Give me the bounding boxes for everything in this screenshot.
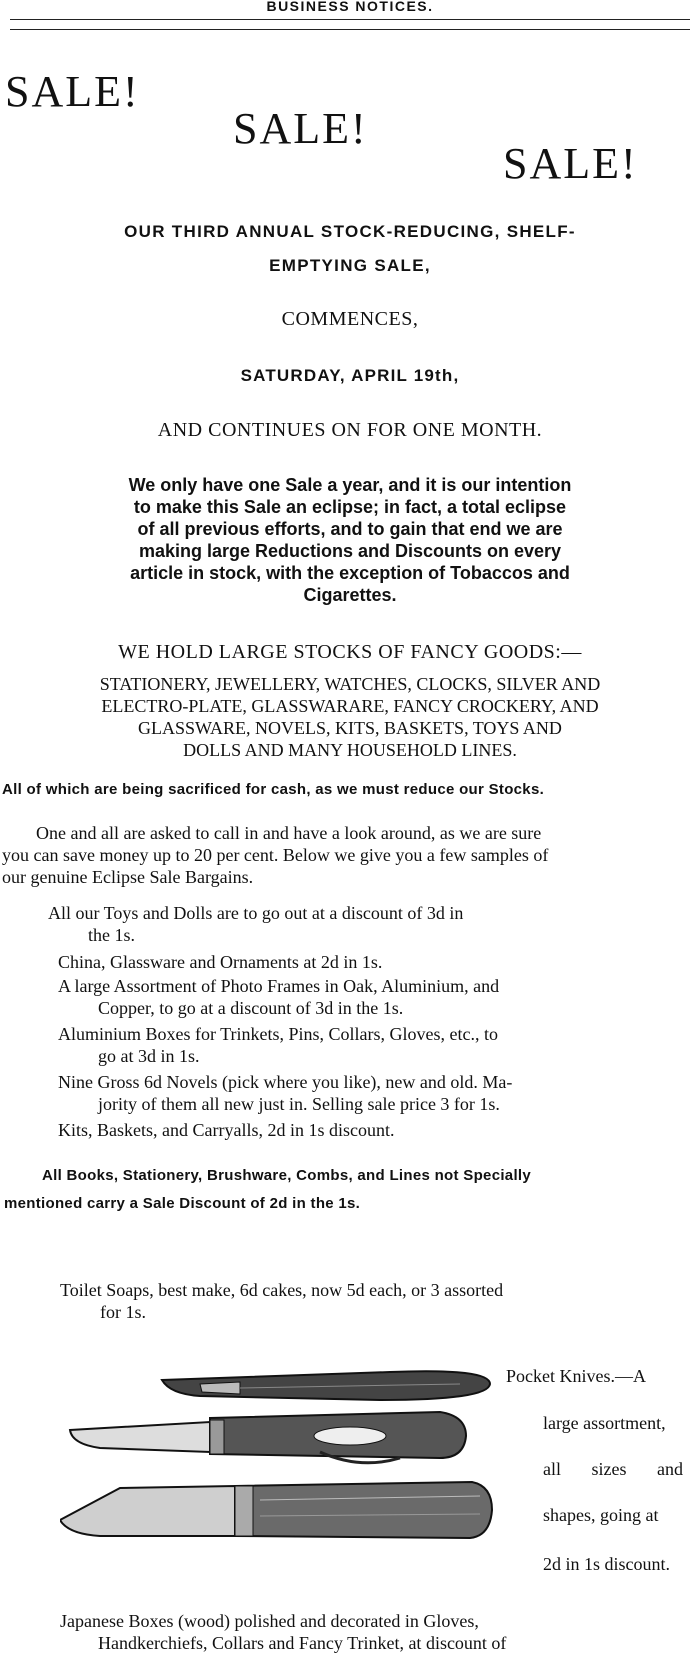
japanese-line: Japanese Boxes (wood) polished and decorated in Gloves, — [60, 1611, 479, 1631]
knives-line: all sizes and — [543, 1459, 683, 1479]
intro-line: to make this Sale an eclipse; in fact, a total eclipse — [133, 497, 567, 517]
bargain-rest-line: Copper, to go at a discount of 3d in the 1s. — [98, 998, 404, 1018]
headline-line-1: OUR THIRD ANNUAL STOCK-REDUCING, SHELF- — [124, 222, 576, 241]
bargain-first-line: Nine Gross 6d Novels (pick where you like), new and old. Ma- — [58, 1072, 513, 1092]
bargain-item — [48, 902, 648, 946]
knife-2-icon — [70, 1412, 466, 1463]
sale-date: SATURDAY, APRIL 19th, — [240, 366, 460, 385]
bargain-item — [58, 1023, 658, 1067]
bargain-first-line: Kits, Baskets, and Carryalls, 2d in 1s discount. — [58, 1120, 395, 1140]
soaps-rest-line: for 1s. — [100, 1302, 146, 1322]
header-rule-top — [10, 19, 690, 20]
bargain-first-line: A large Assortment of Photo Frames in Oak, Aluminium, and — [58, 976, 500, 996]
books-notice-line: mentioned carry a Sale Discount of 2d in the 1s. — [4, 1195, 361, 1212]
bargain-first-line: China, Glassware and Ornaments at 2d in 1s. — [58, 952, 383, 972]
bargain-rest-line: the 1s. — [88, 925, 135, 945]
fancy-goods-heading: WE HOLD LARGE STOCKS OF FANCY GOODS:— — [118, 641, 582, 663]
bargain-rest-line: jority of them all new just in. Selling sale price 3 for 1s. — [98, 1094, 500, 1114]
japanese-boxes — [60, 1610, 680, 1654]
bargain-item — [58, 975, 658, 1019]
knives-line: 2d in 1s discount. — [543, 1554, 671, 1574]
intro-line: of all previous efforts, and to gain that end we are — [137, 519, 563, 539]
bargain-first-line: All our Toys and Dolls are to go out at a discount of 3d in — [48, 903, 464, 923]
continues-text: AND CONTINUES ON FOR ONE MONTH. — [157, 419, 543, 441]
call-in-line: our genuine Eclipse Sale Bargains. — [2, 867, 254, 887]
bargain-item — [58, 1119, 658, 1141]
japanese-line: Handkerchiefs, Collars and Fancy Trinket, at discount of — [98, 1633, 507, 1653]
fancy-goods-line: ELECTRO-PLATE, GLASSWARARE, FANCY CROCKERY, AND — [101, 696, 599, 716]
knife-3-icon — [60, 1482, 492, 1538]
fancy-goods-line: STATIONERY, JEWELLERY, WATCHES, CLOCKS, SILVER AND — [99, 674, 601, 694]
bargain-item — [58, 1071, 658, 1115]
call-in-paragraph — [2, 822, 698, 888]
intro-line: making large Reductions and Discounts on every — [138, 541, 562, 561]
knives-line: Pocket Knives.—A — [506, 1366, 646, 1386]
sale-word-3: SALE! — [503, 139, 638, 188]
headline-line-2: EMPTYING SALE, — [269, 256, 431, 275]
knife-1-icon — [162, 1371, 490, 1400]
intro-line: We only have one Sale a year, and it is our intention — [128, 475, 572, 495]
knives-line: large assortment, — [543, 1413, 666, 1433]
fancy-goods-list — [0, 673, 700, 761]
fancy-goods-line: GLASSWARE, NOVELS, KITS, BASKETS, TOYS AND — [138, 718, 562, 738]
sale-word-2: SALE! — [233, 104, 368, 153]
bargain-rest-line: go at 3d in 1s. — [98, 1046, 200, 1066]
soaps-first-line: Toilet Soaps, best make, 6d cakes, now 5d each, or 3 assorted — [60, 1280, 504, 1300]
soaps-item — [60, 1279, 660, 1323]
bargain-item — [58, 951, 658, 973]
commences-text: COMMENCES, — [281, 308, 419, 330]
books-notice-line: All Books, Stationery, Brushware, Combs, and Lines not Specially — [42, 1167, 532, 1184]
intro-paragraph — [50, 474, 650, 606]
header-rule-bottom — [10, 29, 690, 30]
sacrificed-notice: All of which are being sacrificed for cash, as we must reduce our Stocks. — [2, 781, 545, 798]
sale-word-1: SALE! — [5, 67, 140, 116]
fancy-goods-line: DOLLS AND MANY HOUSEHOLD LINES. — [183, 740, 517, 760]
intro-line: Cigarettes. — [303, 585, 397, 605]
section-title: BUSINESS NOTICES. — [266, 0, 434, 14]
call-in-line: One and all are asked to call in and have a look around, as we are sure — [36, 823, 542, 843]
pocket-knife-illustration — [60, 1340, 500, 1560]
call-in-line: you can save money up to 20 per cent. Below we give you a few samples of — [2, 845, 549, 865]
books-notice — [4, 1162, 696, 1218]
knives-line: shapes, going at — [543, 1505, 659, 1525]
intro-line: article in stock, with the exception of Tobaccos and — [130, 563, 570, 583]
bargain-first-line: Aluminium Boxes for Trinkets, Pins, Collars, Gloves, etc., to — [58, 1024, 499, 1044]
